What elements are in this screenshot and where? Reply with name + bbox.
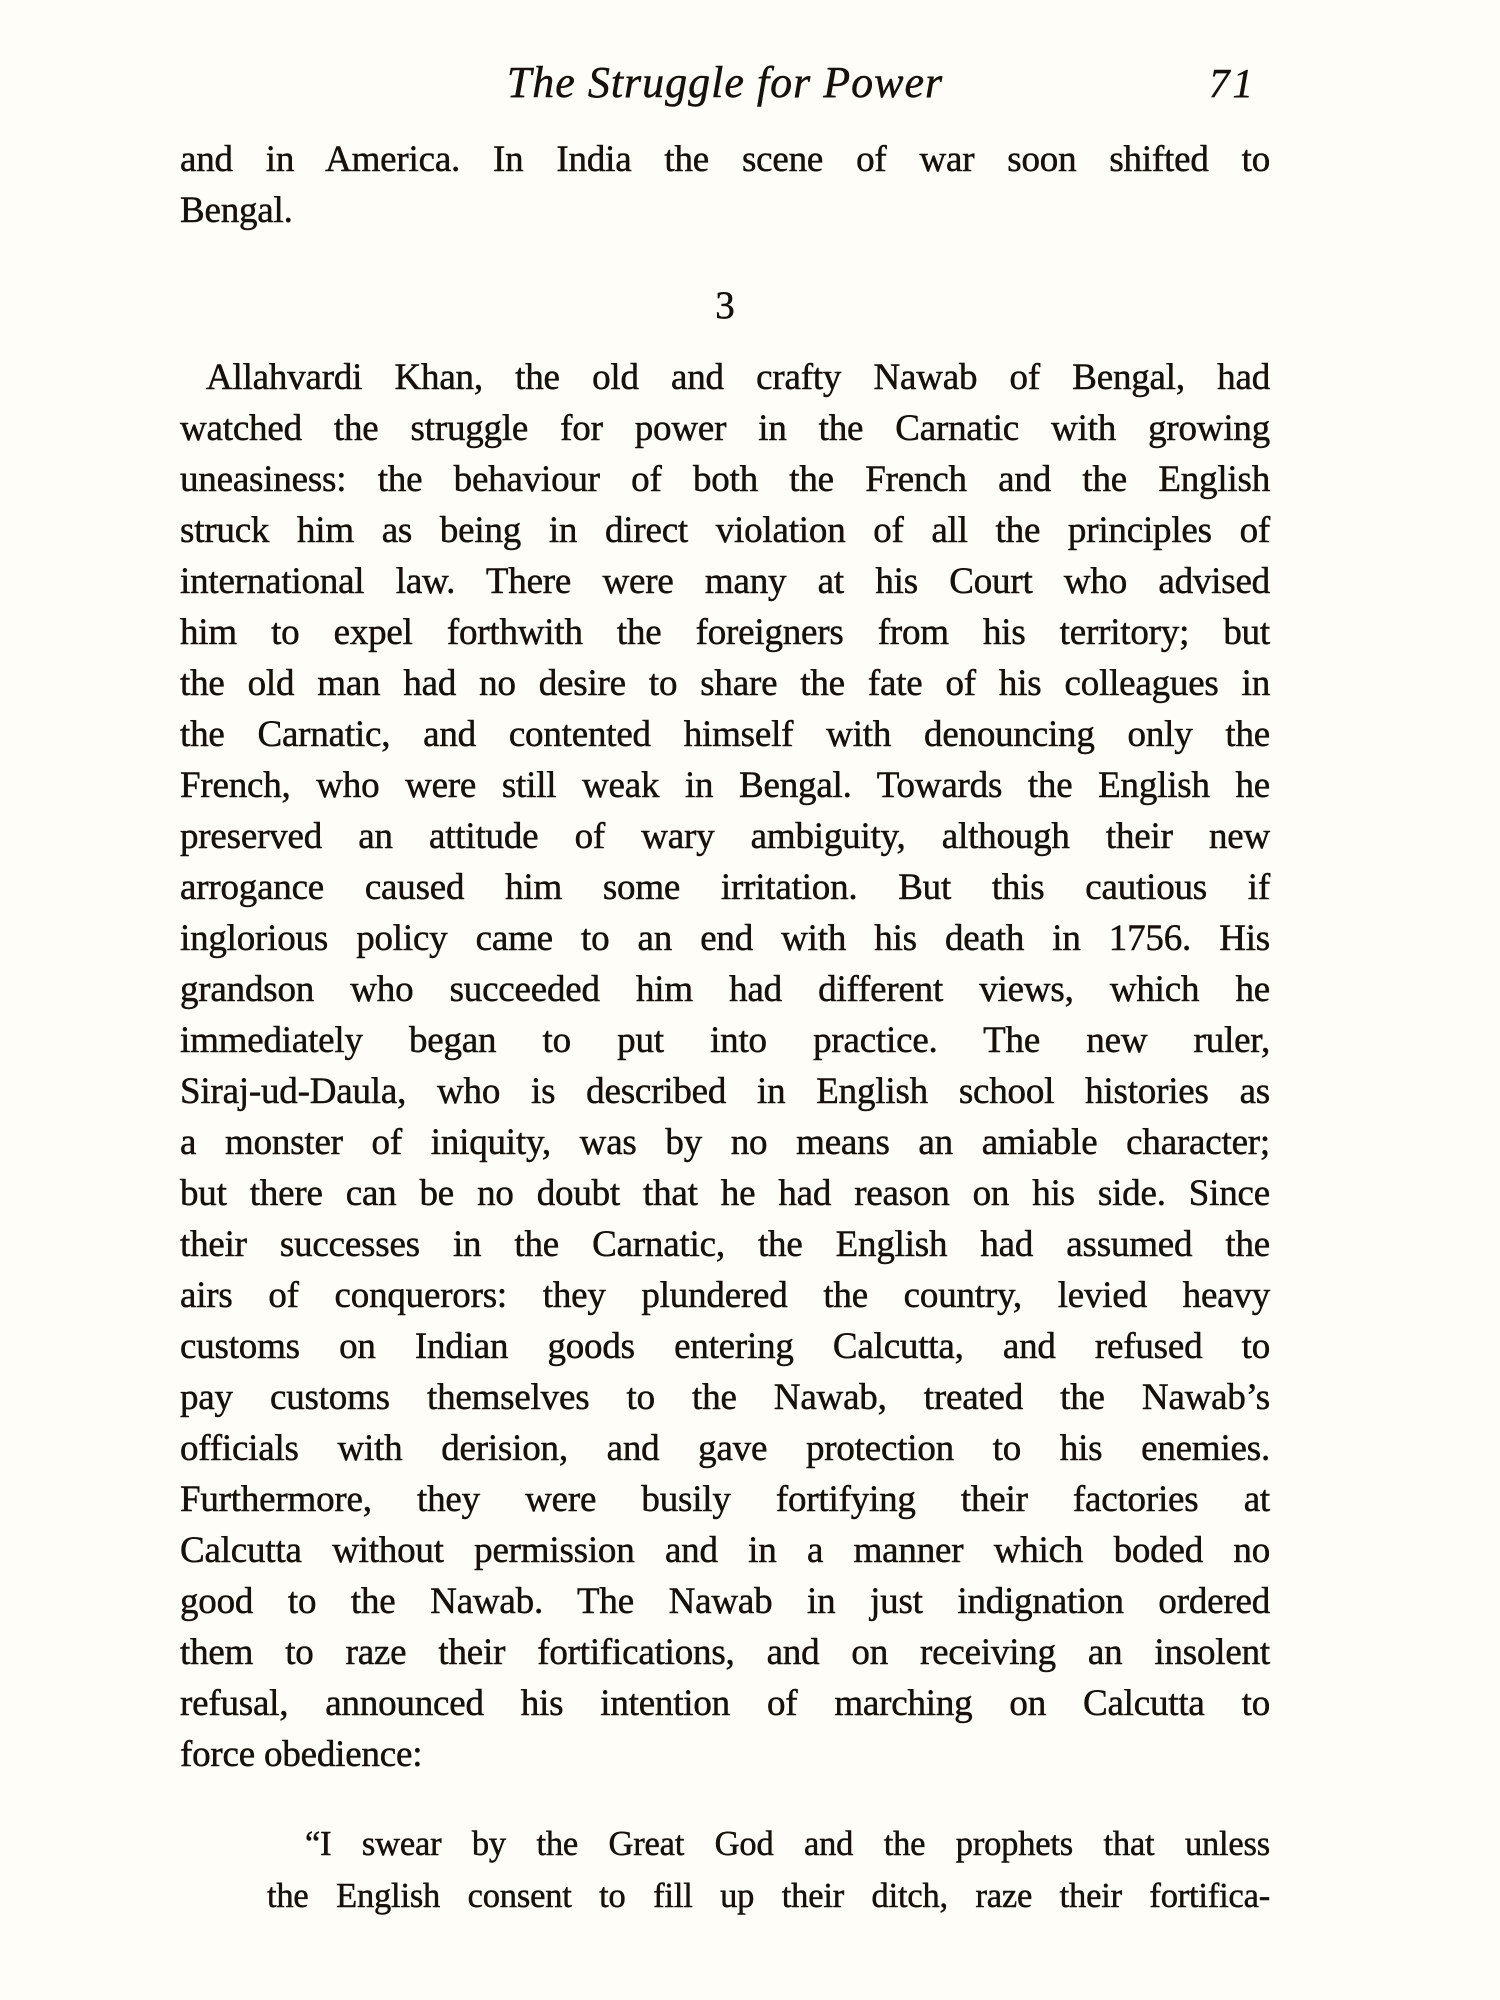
text-line: Calcutta without permission and in a manner which boded no <box>180 1530 1270 1571</box>
running-title: The Struggle for Power <box>506 58 944 107</box>
text-line: good to the Nawab. The Nawab in just indignation ordered <box>180 1581 1270 1622</box>
text-line: him to expel forthwith the foreigners from his territory; but <box>180 612 1270 653</box>
text-line: but there can be no doubt that he had reason on his side. Since <box>180 1173 1270 1214</box>
intro-paragraph <box>180 134 1270 236</box>
text-line: the Carnatic, and contented himself with denouncing only the <box>180 714 1270 755</box>
text-line: French, who were still weak in Bengal. Towards the English he <box>180 765 1270 806</box>
text-line: watched the struggle for power in the Carnatic with growing <box>180 408 1270 449</box>
text-line: officials with derision, and gave protection to his enemies. <box>180 1428 1270 1469</box>
page-header <box>180 58 1270 108</box>
text-line: preserved an attitude of wary ambiguity, although their new <box>180 816 1270 857</box>
text-line: force obedience: <box>180 1734 423 1775</box>
text-line: airs of conquerors: they plundered the country, levied heavy <box>180 1275 1270 1316</box>
text-line: “I swear by the Great God and the prophets that unless <box>305 1825 1270 1863</box>
text-line: international law. There were many at his Court who advised <box>180 561 1270 602</box>
text-line: inglorious policy came to an end with his death in 1756. His <box>180 918 1270 959</box>
text-line: and in America. In India the scene of war soon shifted to <box>180 139 1270 180</box>
text-line: customs on Indian goods entering Calcutta, and refused to <box>180 1326 1270 1367</box>
text-line: Furthermore, they were busily fortifying their factories at <box>180 1479 1270 1520</box>
text-line: uneasiness: the behaviour of both the French and the English <box>180 459 1270 500</box>
text-line: pay customs themselves to the Nawab, treated the Nawab’s <box>180 1377 1270 1418</box>
main-paragraph <box>180 352 1270 1780</box>
text-line: their successes in the Carnatic, the English had assumed the <box>180 1224 1270 1265</box>
text-line: them to raze their fortifications, and on receiving an insolent <box>180 1632 1270 1673</box>
page-number: 71 <box>1209 60 1256 106</box>
text-line: arrogance caused him some irritation. But this cautious if <box>180 867 1270 908</box>
text-line: struck him as being in direct violation of all the principles of <box>180 510 1270 551</box>
section-number: 3 <box>715 284 735 327</box>
text-line: refusal, announced his intention of marching on Calcutta to <box>180 1683 1270 1724</box>
quotation-paragraph <box>267 1818 1270 1922</box>
text-line: a monster of iniquity, was by no means an amiable character; <box>180 1122 1270 1163</box>
text-line: grandson who succeeded him had different views, which he <box>180 969 1270 1010</box>
text-line: immediately began to put into practice. The new ruler, <box>180 1020 1270 1061</box>
text-line: Bengal. <box>180 190 293 231</box>
text-line: the old man had no desire to share the fate of his colleagues in <box>180 663 1270 704</box>
text-line: Allahvardi Khan, the old and crafty Nawab of Bengal, had <box>206 357 1270 398</box>
text-line: the English consent to fill up their ditch, raze their fortifica- <box>267 1877 1270 1915</box>
text-line: Siraj-ud-Daula, who is described in English school histories as <box>180 1071 1270 1112</box>
